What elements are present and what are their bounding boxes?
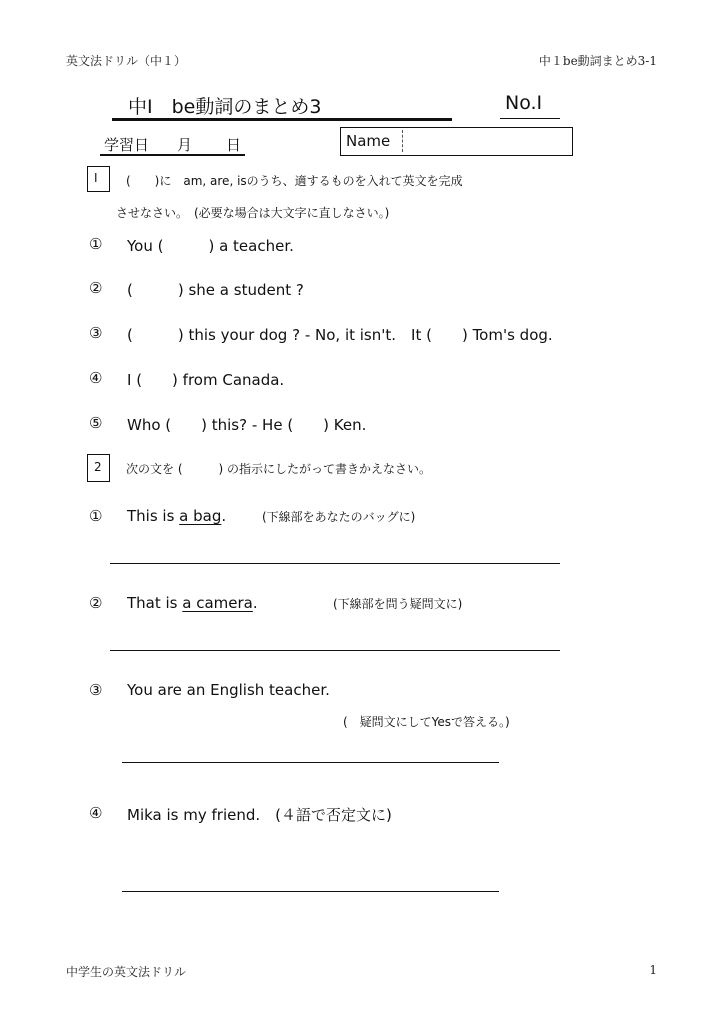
q1-5-text: Who ( ) this? - He ( ) Ken. [127,416,367,434]
date-label: 学習日 [104,136,150,154]
q1-3-mark: ③ [89,324,103,342]
q2-1-post: . [221,507,227,525]
q1-5-mark: ⑤ [89,414,103,432]
section1-instruction-1: ( )に am, are, isのうち、適するものを入れて英文を完成 [126,174,463,188]
name-label: Name [346,132,391,150]
page-title: 中Ⅰ be動詞のまとめ3 [128,96,322,118]
number-underline [500,118,560,119]
q2-2-note: (下線部を問う疑問文に) [333,597,463,611]
q2-1-underlined: a bag [179,507,222,525]
month-label: 月 [177,136,193,154]
section2-number-box [87,454,110,482]
day-label: 日 [226,136,242,154]
name-divider [402,130,403,152]
q2-4-answer-line[interactable] [122,891,499,892]
q2-2-post: . [252,594,258,612]
header-right: 中１be動詞まとめ3-1 [538,54,657,68]
section1-instruction-2: させなさい。 (必要な場合は大文字に直しなさい。) [116,206,390,220]
q2-2-underlined: a camera [182,594,253,612]
header-left: 英文法ドリル（中１） [66,54,187,68]
q2-3-mark: ③ [89,681,103,699]
q2-3-text: You are an English teacher. [127,681,330,699]
q1-2-text: ( ) she a student ? [127,281,304,299]
q1-4-text: I ( ) from Canada. [127,371,285,389]
q1-1-mark: ① [89,235,103,253]
q2-4-text: Mika is my friend. (４語で否定文に) [127,806,392,824]
q2-2-answer-line[interactable] [110,650,560,651]
section2-instruction: 次の文を ( ) の指示にしたがって書きかえなさい。 [126,462,431,476]
section2-number: 2 [94,460,102,474]
q2-2-text [127,594,258,612]
date-underline [100,154,245,156]
q2-1-mark: ① [89,507,103,525]
footer-page-number: 1 [649,963,657,977]
title-underline [112,118,452,121]
q2-2-mark: ② [89,594,103,612]
q2-4-mark: ④ [89,804,103,822]
section1-number: Ⅰ [94,171,98,185]
q2-1-pre: This is [127,507,180,525]
footer-left: 中学生の英文法ドリル [66,965,187,979]
q1-4-mark: ④ [89,369,103,387]
q2-1-text [127,507,226,525]
name-box[interactable] [340,127,573,156]
page-number-label: No.Ⅰ [505,92,543,114]
q2-3-answer-line[interactable] [122,762,499,763]
q1-1-text: You ( ) a teacher. [127,237,294,255]
q2-1-note: (下線部をあなたのバッグに) [262,510,416,524]
q2-3-note: ( 疑問文にしてYesで答える。) [343,715,510,729]
section1-number-box [87,166,110,192]
q2-2-pre: That is [127,594,183,612]
q2-1-answer-line[interactable] [110,563,560,564]
q1-2-mark: ② [89,279,103,297]
q1-3-text: ( ) this your dog ? - No, it isn't. It ( ) Tom's dog. [127,326,553,344]
